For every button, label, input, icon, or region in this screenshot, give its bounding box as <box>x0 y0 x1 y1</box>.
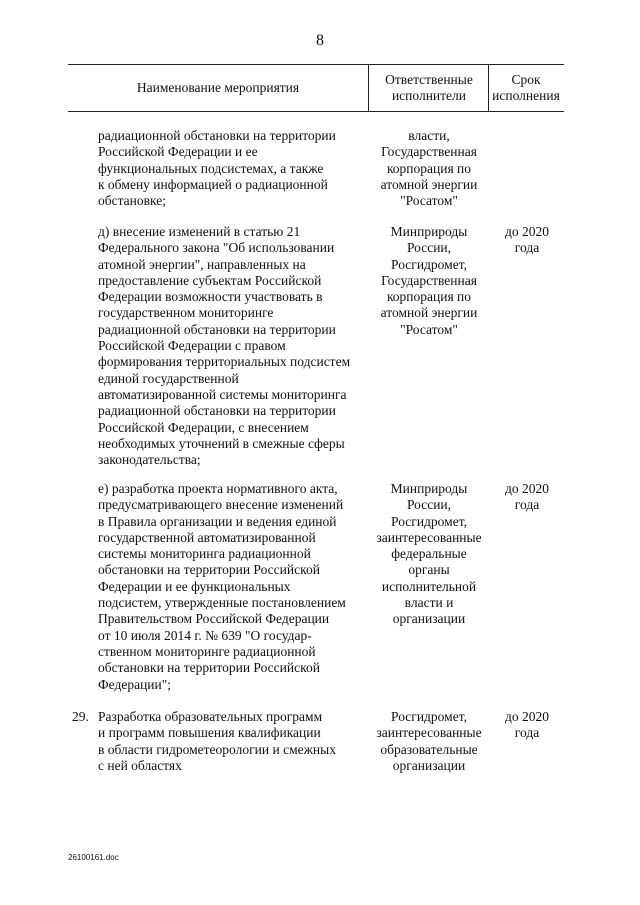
row-responsible: власти, Государственная корпорация по атомной энергии "Росатом" <box>380 128 478 209</box>
row-responsible: Минприроды России, Росгидромет, заинтересованные федеральные органы исполнительной власти и организации <box>376 481 482 627</box>
row-description: е) разработка проекта нормативного акта, предусматривающего внесение изменений в Правила организации и ведения единой государственной автоматизированной системы мониторинга радиационной обстановки на территории Российской Федерации и ее функциональных подсистем, утвержденные постановлением Правительством Российской Федерации от 10 июля 2014 г. № 639 "О государ- ственном мониторинге радиационной обстановки на территории Российской Федерации"; <box>98 481 346 692</box>
row-responsible: Минприроды России, Росгидромет, Государственная корпорация по атомной энергии "Росатом" <box>380 224 478 337</box>
header-deadline: Срок исполнения <box>492 71 560 103</box>
row-description: радиационной обстановки на территории Российской Федерации и ее функциональных подсистемах, а также к обмену информацией о радиационной обстановке; <box>98 128 336 209</box>
row-deadline: до 2020 года <box>505 709 549 741</box>
page-number: 8 <box>316 32 324 49</box>
header-responsible: Ответственные исполнители <box>385 71 473 103</box>
footer-file-code: 26100161.doc <box>68 853 119 862</box>
header-name: Наименование мероприятия <box>136 79 300 95</box>
row-deadline: до 2020 года <box>505 481 549 513</box>
row-number: 29. <box>72 709 89 724</box>
row-description: д) внесение изменений в статью 21 Федерального закона "Об использовании атомной энергии", направленных на предоставление субъектам Российской Федерации возможности участвовать в государственном мониторинге радиационной обстановки на территории Российской Федерации с правом формирования территориальных подсистем единой государственной автоматизированной системы мониторинга радиационной обстановки на территории Российской Федерации, с внесением необходимых уточнений в смежные сферы законодательства; <box>98 224 351 468</box>
table-header-bottom-rule <box>68 111 564 112</box>
row-deadline: до 2020 года <box>505 224 549 256</box>
row-description: Разработка образовательных программ и программ повышения квалификации в области гидрометеорологии и смежных с ней областях <box>98 709 336 773</box>
header-divider-1 <box>368 64 369 111</box>
row-responsible: Росгидромет, заинтересованные образовательные организации <box>376 709 482 773</box>
